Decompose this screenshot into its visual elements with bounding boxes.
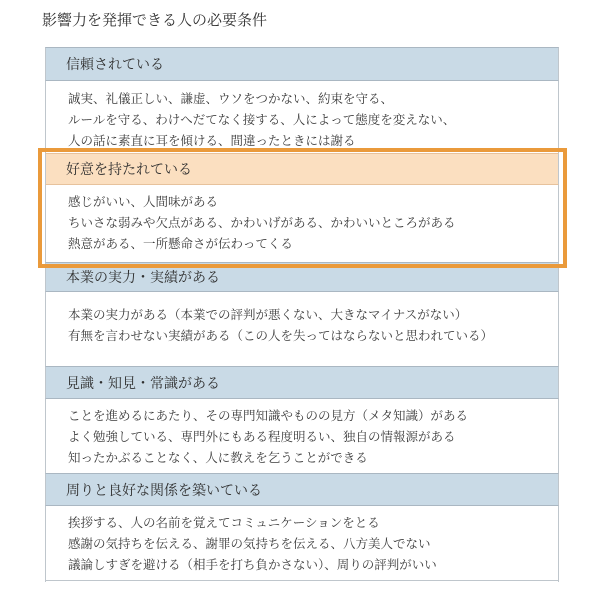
- body-line: 挨拶する、人の名前を覚えてコミュニケーションをとる: [68, 515, 380, 530]
- section-heading: 周りと良好な関係を築いている: [66, 482, 262, 499]
- body-line: 知ったかぶることなく、人に教えを乞うことができる: [68, 450, 368, 465]
- body-line: 誠実、礼儀正しい、謙虚、ウソをつかない、約束を守る、: [68, 91, 394, 106]
- body-line: ルールを守る、わけへだてなく接する、人によって態度を変えない、: [68, 112, 456, 127]
- section-body-liked: [45, 185, 559, 263]
- body-line: 熱意がある、一所懸命さが伝わってくる: [68, 236, 293, 251]
- body-line: ちいさな弱みや欠点がある、かわいげがある、かわいいところがある: [68, 215, 456, 230]
- body-line: 人の話に素直に耳を傾ける、間違ったときには謝る: [68, 133, 356, 148]
- section-header-trusted: [45, 47, 559, 81]
- section-header-relationships: [45, 473, 559, 506]
- body-line: ことを進めるにあたり、その専門知識やものの見方（メタ知識）がある: [68, 408, 469, 423]
- body-line: 感じがいい、人間味がある: [68, 194, 219, 209]
- section-body-relationships: [45, 506, 559, 580]
- body-line: よく勉強している、専門外にもある程度明るい、独自の情報源がある: [68, 429, 456, 444]
- section-body-trusted: [45, 81, 559, 150]
- section-heading: 本業の実力・実績がある: [66, 270, 220, 286]
- section-heading: 好意を持たれている: [66, 162, 192, 178]
- body-line: 有無を言わせない実績がある（この人を失ってはならないと思われている）: [68, 328, 494, 343]
- section-heading: 見識・知見・常識がある: [66, 375, 220, 392]
- section-header-knowledge: [45, 366, 559, 399]
- body-line: 本業の実力がある（本業での評判が悪くない、大きなマイナスがない）: [68, 307, 468, 322]
- body-line: 感謝の気持ちを伝える、謝罪の気持ちを伝える、八方美人でない: [68, 536, 431, 551]
- page-title: 影響力を発揮できる人の必要条件: [42, 11, 268, 29]
- body-line: 議論しすぎを避ける（相手を打ち負かさない）、周りの評判がいい: [68, 557, 437, 572]
- section-body-skills: [45, 292, 559, 366]
- section-header-liked: [45, 153, 559, 185]
- section-heading: 信頼されている: [66, 57, 164, 73]
- table-bottom-border: [45, 580, 559, 581]
- section-body-knowledge: [45, 399, 559, 473]
- section-header-skills: [45, 262, 559, 292]
